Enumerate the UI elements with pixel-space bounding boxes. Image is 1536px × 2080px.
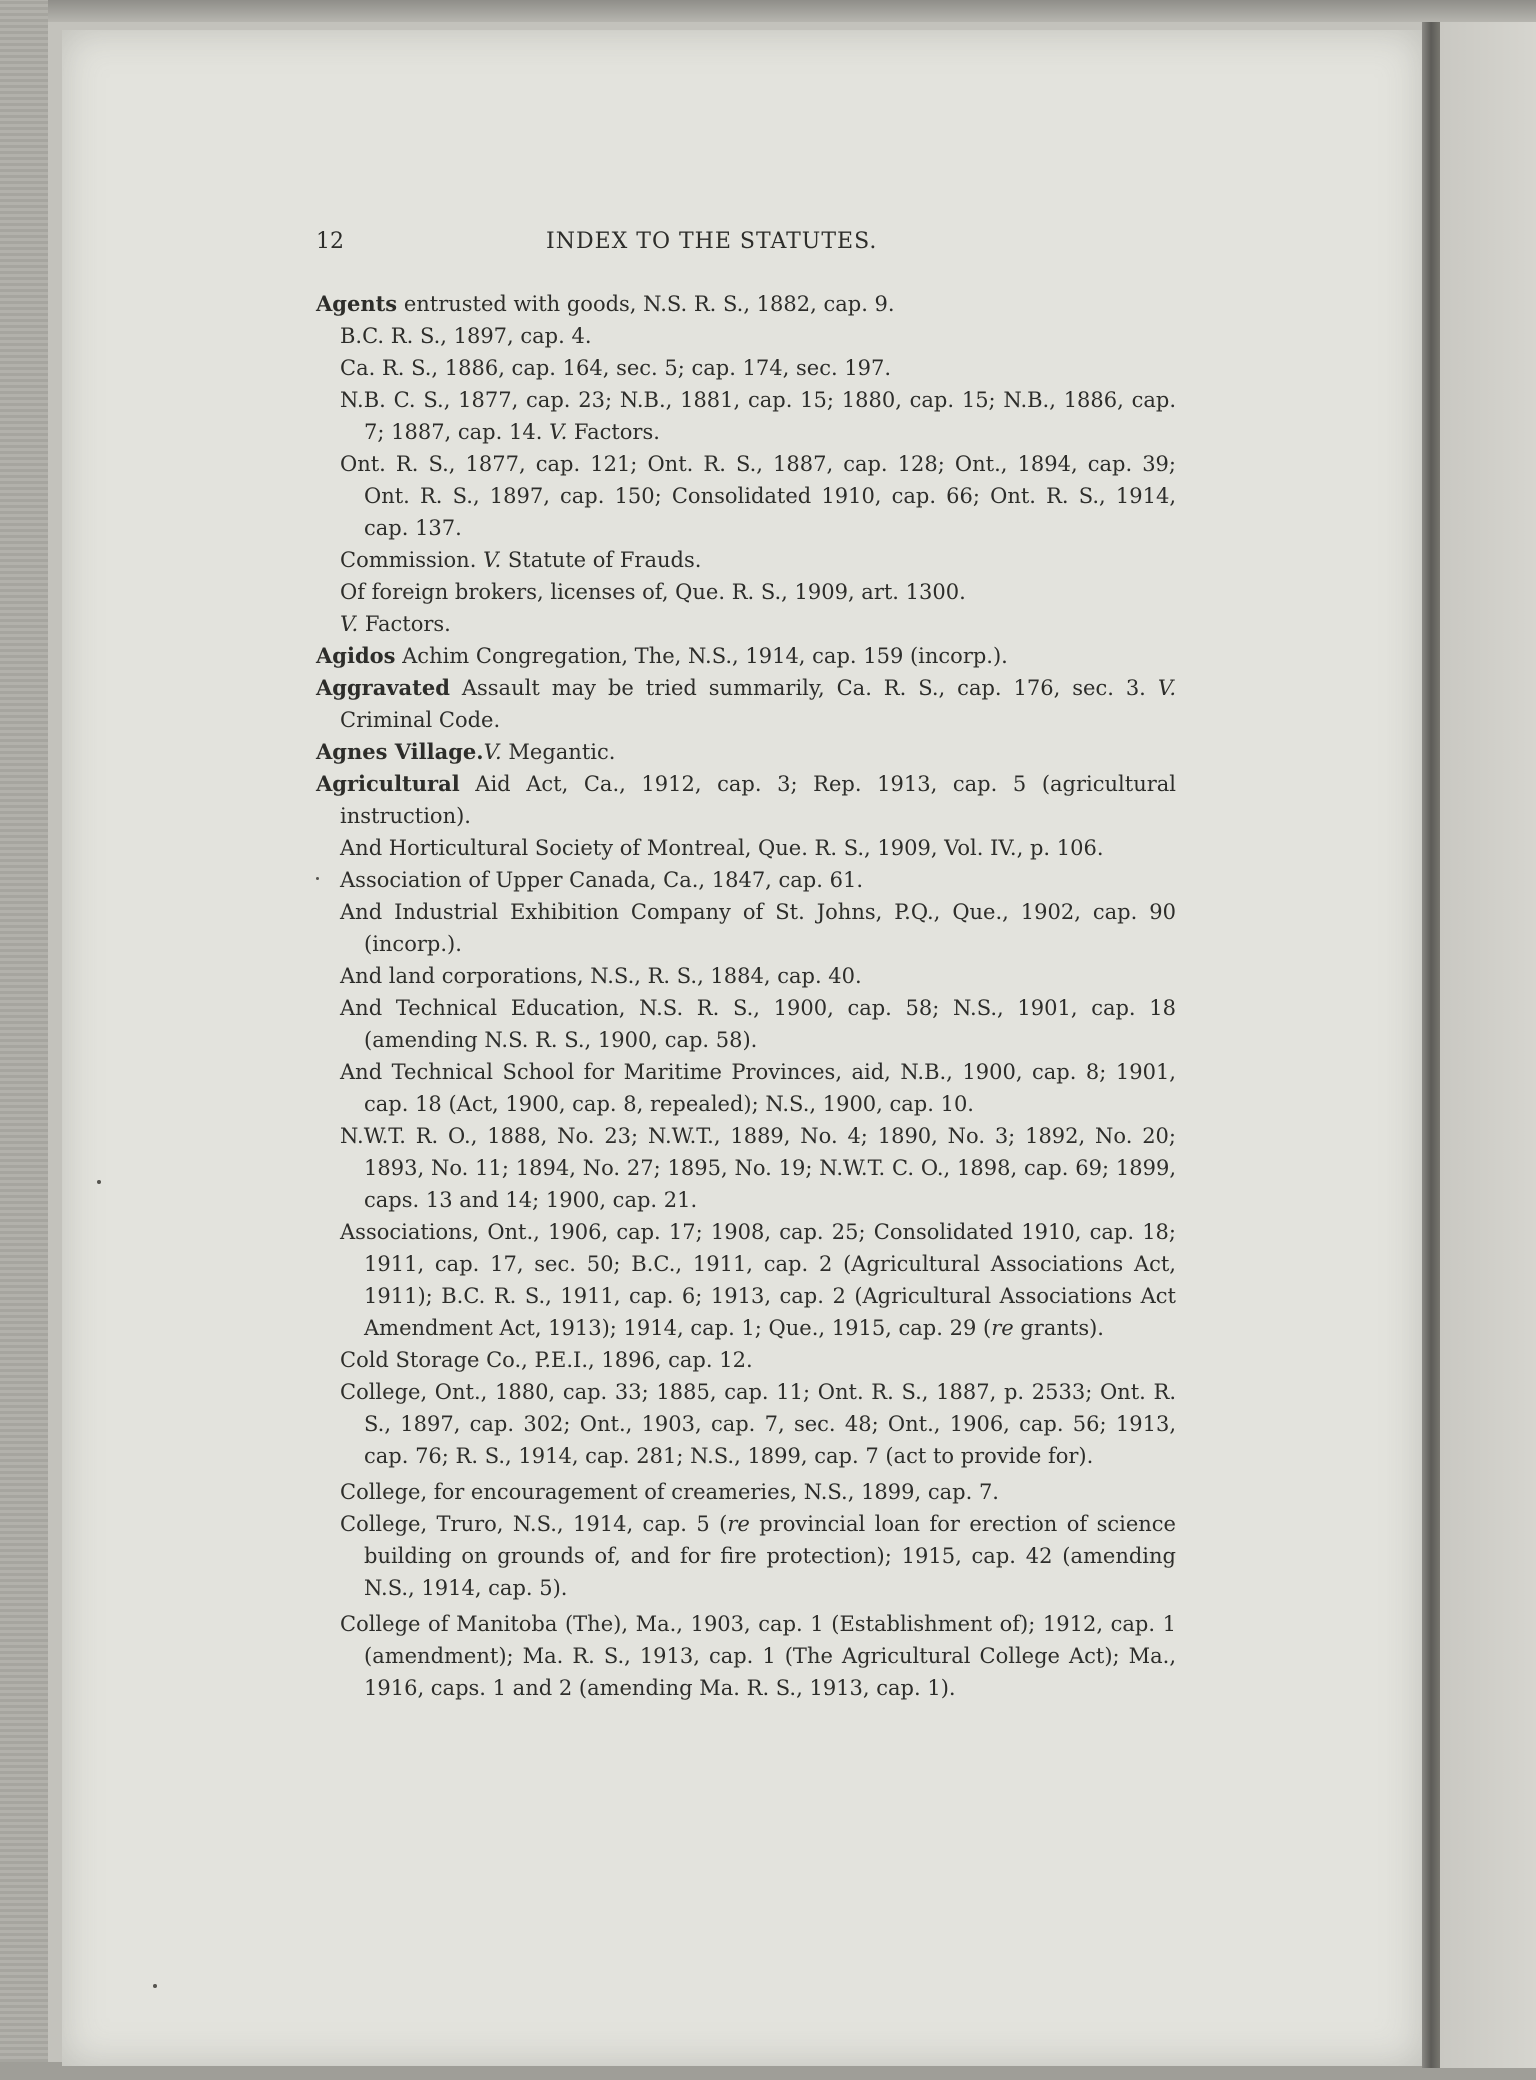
entry-text: College, Truro, N.S., 1914, cap. 5 ( <box>340 1512 728 1536</box>
index-subentry <box>340 864 1176 896</box>
index-subentry <box>340 960 1176 992</box>
index-subentry <box>340 608 1176 640</box>
page-content <box>316 226 1176 1704</box>
entry-text: And Technical School for Maritime Provinces, aid, N.B., 1900, cap. 8; 1901, cap. 18 (Act, 1900, cap. 8, repealed); N.S., 1900, cap. 10. <box>340 1060 1176 1116</box>
page-number: 12 <box>316 229 344 254</box>
index-subentry <box>340 992 1176 1056</box>
entry-text: Associations, Ont., 1906, cap. 17; 1908, cap. 25; Consolidated 1910, cap. 18; 1911, cap. 17, sec. 50; B.C., 1911, cap. 2 (Agricultural Associations Act, 1911); B.C. R. S., 1911, cap. 6; 1913, cap. 2 (Agricultural Associations Act Amendment Act, 1913); 1914, cap. 1; Que., 1915, cap. 29 ( <box>340 1220 1176 1340</box>
entry-head-word: Agents <box>316 291 398 316</box>
index-entry <box>316 288 1176 320</box>
entry-tail-text: Megantic. <box>501 740 616 764</box>
ink-speck <box>153 1984 157 1988</box>
index-subentry <box>340 448 1176 544</box>
entry-re-italic: re <box>991 1316 1014 1340</box>
entry-text: Ca. R. S., 1886, cap. 164, sec. 5; cap. 174, sec. 197. <box>340 356 892 380</box>
page-header <box>316 226 1176 266</box>
index-subentry <box>340 1608 1176 1704</box>
book-cover-top-edge <box>0 0 1536 22</box>
entry-text: Cold Storage Co., P.E.I., 1896, cap. 12. <box>340 1348 753 1372</box>
entry-text: And Technical Education, N.S. R. S., 1900, cap. 58; N.S., 1901, cap. 18 (amending N.S. R. S., 1900, cap. 58). <box>340 996 1176 1052</box>
entry-text: Of foreign brokers, licenses of, Que. R. S., 1909, art. 1300. <box>340 580 966 604</box>
index-entries <box>316 288 1176 1704</box>
index-entry <box>316 736 1176 768</box>
facing-page-edge <box>1440 22 1536 2068</box>
entry-text: N.W.T. R. O., 1888, No. 23; N.W.T., 1889, No. 4; 1890, No. 3; 1892, No. 20; 1893, No. 11; 1894, No. 27; 1895, No. 19; N.W.T. C. O., 1898, cap. 69; 1899, caps. 13 and 14; 1900, cap. 21. <box>340 1124 1176 1212</box>
entry-tail-text: Statute of Frauds. <box>501 548 702 572</box>
index-entry <box>316 672 1176 736</box>
index-subentry <box>340 1056 1176 1120</box>
index-subentry <box>340 576 1176 608</box>
index-subentry <box>340 1476 1176 1508</box>
entry-text: And Horticultural Society of Montreal, Que. R. S., 1909, Vol. IV., p. 106. <box>340 836 1104 860</box>
entry-text: Assault may be tried summarily, Ca. R. S., cap. 176, sec. 3. <box>449 676 1146 700</box>
entry-see-reference: V. <box>340 612 359 636</box>
entry-see-reference: V. <box>483 740 502 764</box>
entry-tail-text: grants). <box>1013 1316 1104 1340</box>
entry-tail-text: provincial loan for erection of science building on grounds of, and for fire protection); 1915, cap. 42 (amending N.S., 1914, cap. 5). <box>364 1512 1176 1600</box>
entry-head-word: Aggravated <box>316 675 450 700</box>
entry-see-reference: V. <box>483 548 502 572</box>
entry-text: entrusted with goods, N.S. R. S., 1882, cap. 9. <box>397 292 895 316</box>
entry-tail-text: Criminal Code. <box>340 708 501 732</box>
entry-text: College of Manitoba (The), Ma., 1903, cap. 1 (Establishment of); 1912, cap. 1 (amendment); Ma. R. S., 1913, cap. 1 (The Agricultural College Act); Ma., 1916, caps. 1 and 2 (amending Ma. R. S., 1913, cap. 1). <box>340 1612 1176 1700</box>
entry-text: N.B. C. S., 1877, cap. 23; N.B., 1881, cap. 15; 1880, cap. 15; N.B., 1886, cap. 7; 1887, cap. 14. <box>340 388 1176 444</box>
ink-speck <box>97 1180 101 1184</box>
entry-text: College, for encouragement of creameries, N.S., 1899, cap. 7. <box>340 1480 999 1504</box>
entry-text: Commission. <box>340 548 477 572</box>
entry-text: Association of Upper Canada, Ca., 1847, cap. 61. <box>340 868 864 892</box>
book-cover-left-edge <box>0 0 48 2080</box>
index-subentry <box>340 1216 1176 1344</box>
entry-see-reference: V. <box>549 420 568 444</box>
index-subentry <box>340 832 1176 864</box>
entry-head-word: Agnes Village. <box>316 739 484 764</box>
running-title: INDEX TO THE STATUTES. <box>546 229 878 254</box>
entry-see-reference: V. <box>1157 676 1176 700</box>
entry-text: And land corporations, N.S., R. S., 1884, cap. 40. <box>340 964 862 988</box>
index-subentry <box>340 1344 1176 1376</box>
entry-head-word: Agricultural <box>316 771 460 796</box>
index-subentry <box>340 384 1176 448</box>
entry-text: Achim Congregation, The, N.S., 1914, cap. 159 (incorp.). <box>395 644 1008 668</box>
index-subentry <box>340 352 1176 384</box>
index-subentry <box>340 320 1176 352</box>
entry-text: B.C. R. S., 1897, cap. 4. <box>340 324 592 348</box>
index-subentry <box>340 1120 1176 1216</box>
index-entry <box>316 640 1176 672</box>
index-subentry <box>340 544 1176 576</box>
index-entry <box>316 768 1176 832</box>
book-gutter <box>1422 22 1440 2068</box>
entry-text: Ont. R. S., 1877, cap. 121; Ont. R. S., 1887, cap. 128; Ont., 1894, cap. 39; Ont. R. S., 1897, cap. 150; Consolidated 1910, cap. 66; Ont. R. S., 1914, cap. 137. <box>340 452 1176 540</box>
entry-tail-text: Factors. <box>358 612 451 636</box>
entry-re-italic: re <box>727 1512 750 1536</box>
entry-head-word: Agidos <box>316 643 396 668</box>
entry-tail-text: Factors. <box>567 420 660 444</box>
entry-text: Aid Act, Ca., 1912, cap. 3; Rep. 1913, cap. 5 (agricultural instruction). <box>340 772 1176 828</box>
entry-text: College, Ont., 1880, cap. 33; 1885, cap. 11; Ont. R. S., 1887, p. 2533; Ont. R. S., 1897, cap. 302; Ont., 1903, cap. 7, sec. 48; Ont., 1906, cap. 56; 1913, cap. 76; R. S., 1914, cap. 281; N.S., 1899, cap. 7 (act to provide for). <box>340 1380 1176 1468</box>
index-subentry <box>340 896 1176 960</box>
index-subentry <box>340 1376 1176 1472</box>
entry-text: And Industrial Exhibition Company of St. Johns, P.Q., Que., 1902, cap. 90 (incorp.). <box>340 900 1176 956</box>
index-subentry <box>340 1508 1176 1604</box>
